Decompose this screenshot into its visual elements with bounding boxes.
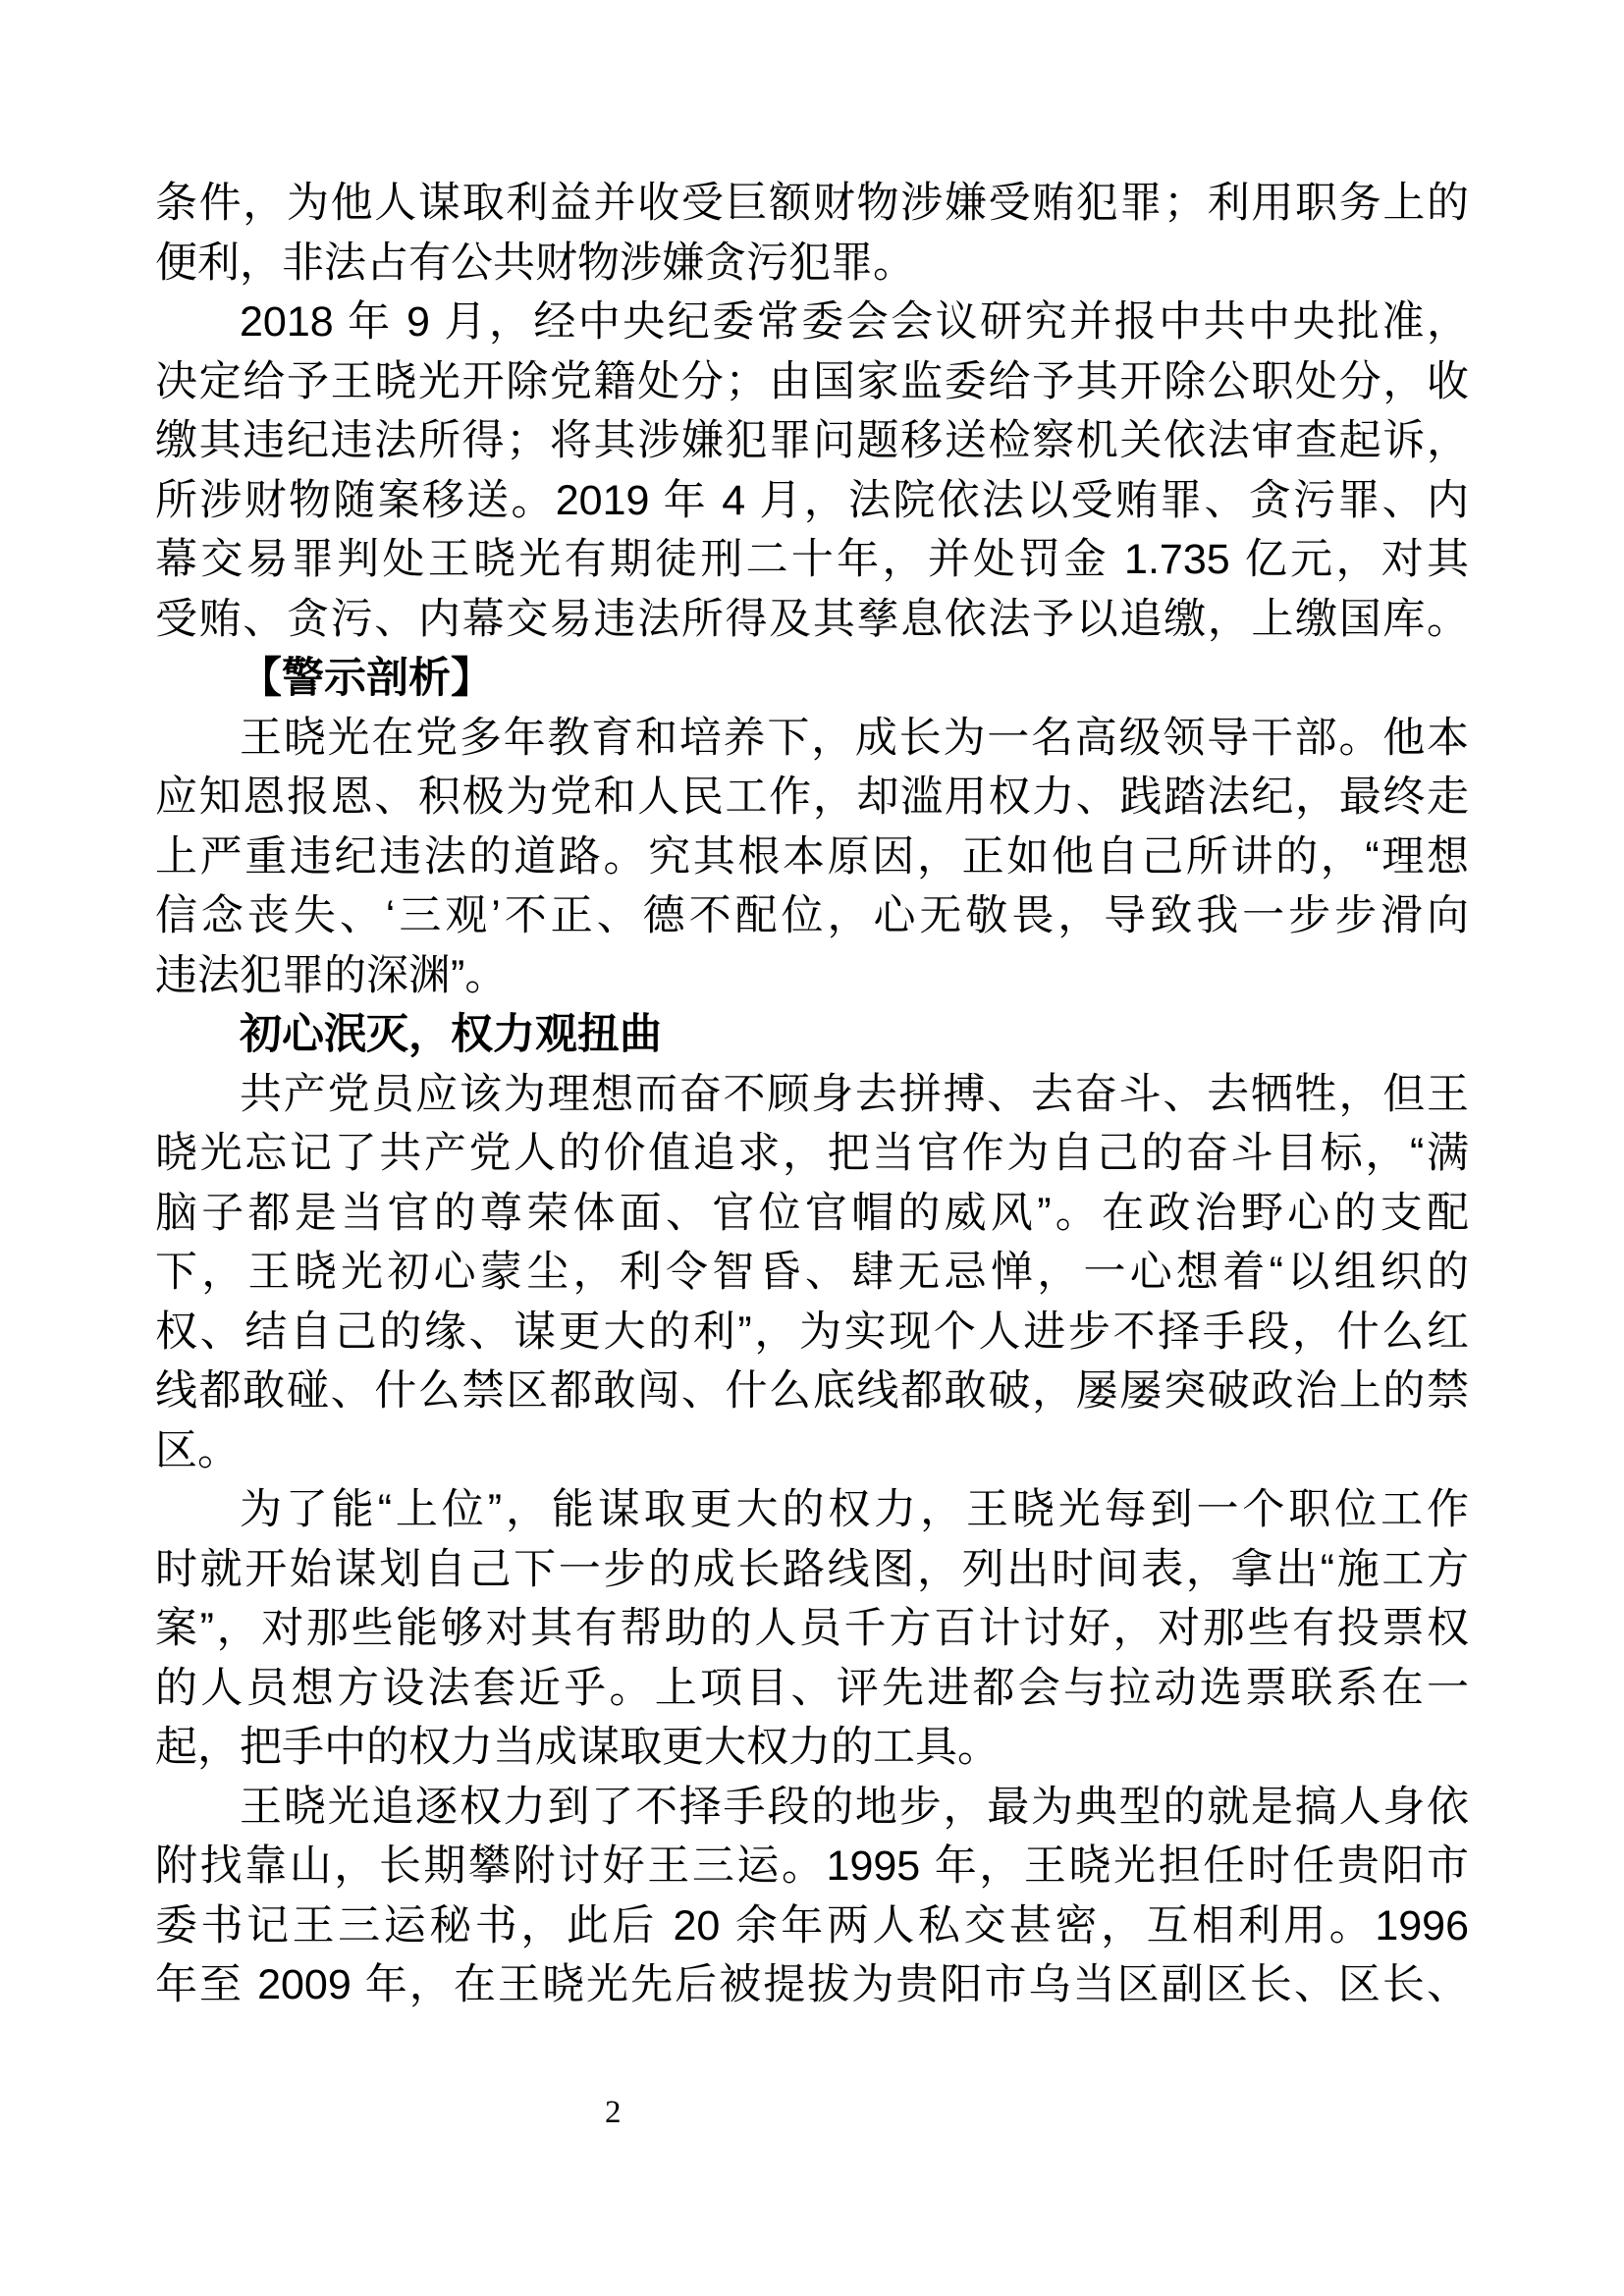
section-heading: 【警示剖析】	[240, 655, 493, 702]
text-line: 时就开始谋划自己下一步的成长路线图，列出时间表，拿出“施工方	[155, 1545, 1469, 1593]
text-line: 起，把手中的权力当成谋取更大权力的工具。	[155, 1724, 1000, 1771]
text-line: 权、结自己的缘、谋更大的利”，为实现个人进步不择手段，什么红	[155, 1308, 1469, 1356]
text-line: 缴其违纪违法所得；将其涉嫌犯罪问题移送检察机关依法审查起诉，	[155, 417, 1469, 464]
text-line: 所涉财物随案移送。2019 年 4 月，法院依法以受贿罪、贪污罪、内	[155, 476, 1469, 524]
text-line: 的人员想方设法套近乎。上项目、评先进都会与拉动选票联系在一	[155, 1664, 1469, 1712]
text-line: 案”，对那些能够对其有帮助的人员千方百计讨好，对那些有投票权	[155, 1605, 1469, 1652]
text-line: 幕交易罪判处王晓光有期徒刑二十年，并处罚金 1.735 亿元，对其	[155, 536, 1469, 583]
text-line: 信念丧失、‘三观’不正、德不配位，心无敬畏，导致我一步步滑向	[155, 892, 1469, 939]
text-line: 决定给予王晓光开除党籍处分；由国家监委给予其开除公职处分，收	[155, 357, 1469, 405]
text-block	[155, 174, 1469, 2015]
text-line: 共产党员应该为理想而奋不顾身去拼搏、去奋斗、去牺牲，但王	[240, 1070, 1469, 1118]
section-heading: 初心泯灭，权力观扭曲	[240, 1011, 662, 1058]
text-line: 受贿、贪污、内幕交易违法所得及其孳息依法予以追缴，上缴国库。	[155, 595, 1469, 643]
text-line: 便利，非法占有公共财物涉嫌贪污犯罪。	[155, 239, 915, 287]
text-line: 线都敢碰、什么禁区都敢闯、什么底线都敢破，屡屡突破政治上的禁	[155, 1367, 1469, 1415]
text-line: 区。	[155, 1426, 240, 1474]
text-line: 脑子都是当官的尊荣体面、官位官帽的威风”。在政治野心的支配	[155, 1189, 1469, 1237]
text-line: 违法犯罪的深渊”。	[155, 951, 508, 999]
text-line: 上严重违纪违法的道路。究其根本原因，正如他自己所讲的，“理想	[155, 832, 1469, 881]
text-line: 委书记王三运秘书，此后 20 余年两人私交甚密，互相利用。1996	[155, 1901, 1469, 1949]
text-line: 王晓光追逐权力到了不择手段的地步，最为典型的就是搞人身依	[240, 1783, 1469, 1831]
text-line: 晓光忘记了共产党人的价值追求，把当官作为自己的奋斗目标，“满	[155, 1130, 1469, 1177]
text-line: 应知恩报恩、积极为党和人民工作，却滥用权力、践踏法纪，最终走	[155, 774, 1469, 821]
text-line: 条件，为他人谋取利益并收受巨额财物涉嫌受贿犯罪；利用职务上的	[155, 180, 1469, 227]
text-line: 为了能“上位”，能谋取更大的权力，王晓光每到一个职位工作	[240, 1486, 1469, 1533]
page-number: 2	[605, 2095, 622, 2130]
text-line: 王晓光在党多年教育和培养下，成长为一名高级领导干部。他本	[240, 714, 1469, 762]
text-line: 下，王晓光初心蒙尘，利令智昏、肆无忌惮，一心想着“以组织的	[155, 1249, 1469, 1296]
text-line: 附找靠山，长期攀附讨好王三运。1995 年，王晓光担任时任贵阳市	[155, 1842, 1469, 1890]
text-line: 2018 年 9 月，经中央纪委常委会会议研究并报中共中央批准，	[240, 298, 1469, 346]
text-line: 年至 2009 年，在王晓光先后被提拔为贵阳市乌当区副区长、区长、	[155, 1961, 1469, 2008]
